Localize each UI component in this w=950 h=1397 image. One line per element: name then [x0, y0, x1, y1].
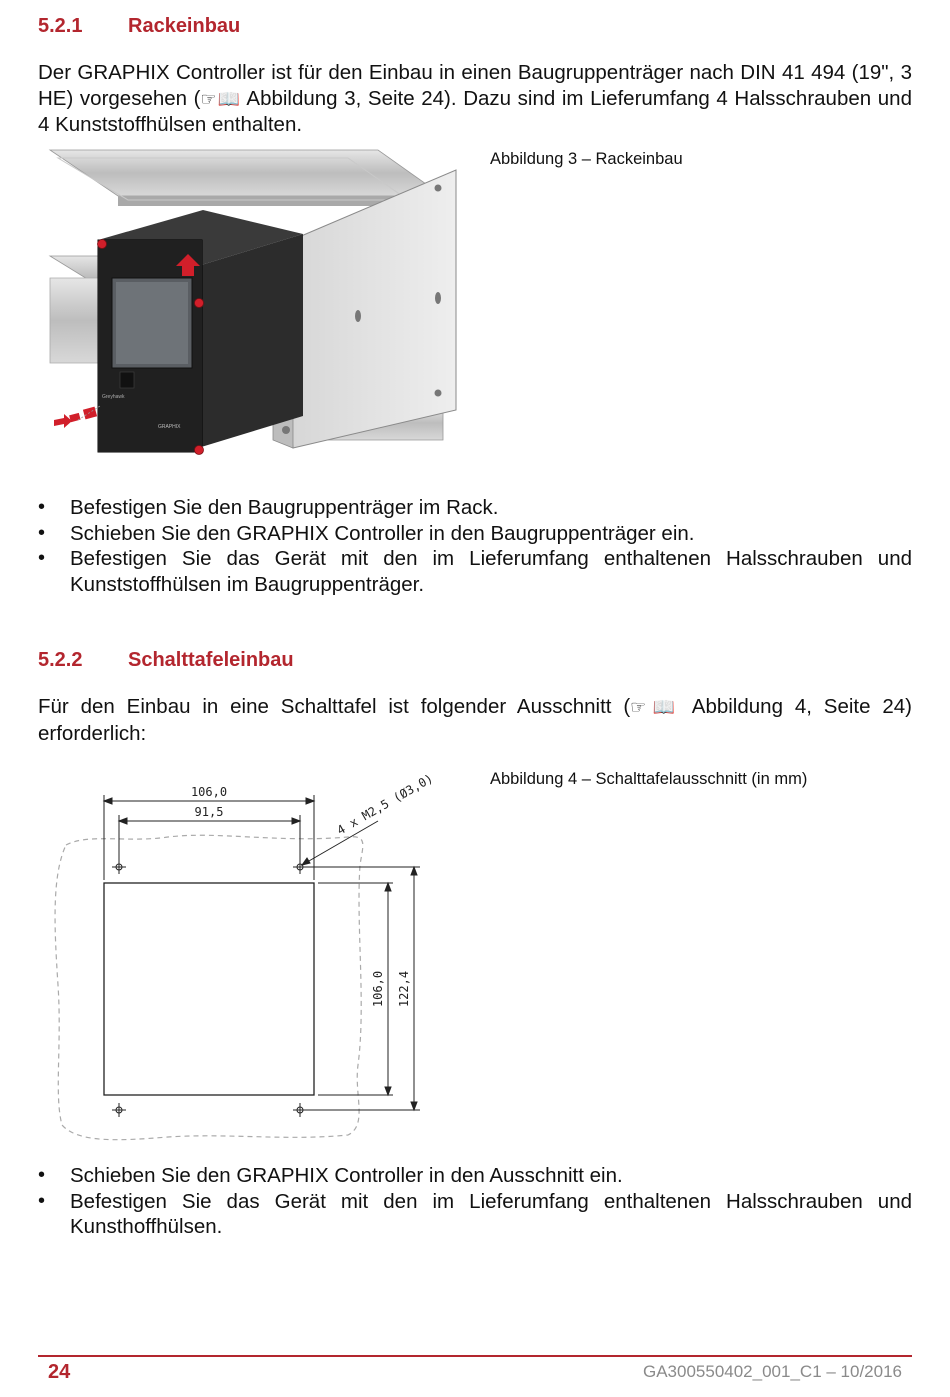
figure-4-caption: Abbildung 4 – Schalttafelausschnitt (in mm): [490, 770, 808, 788]
list-item: • Schieben Sie den GRAPHIX Controller in den Baugruppenträger ein.: [38, 521, 912, 547]
brand-label: Greyhawk: [102, 394, 125, 400]
list-item: • Befestigen Sie den Baugruppenträger im Rack.: [38, 495, 912, 521]
figure-reference-link[interactable]: Abbildung 3, Seite 24). Dazu sind im Lieferumfang 4 Halsschrauben und 4 Kunststoffhülsen enthalten.: [38, 86, 912, 136]
panel-cutout-drawing: [48, 765, 448, 1145]
figure-4-cutout-drawing: [48, 765, 448, 1145]
section-number: 5.2.2: [38, 649, 83, 671]
section-heading-5-2-2: [38, 648, 638, 672]
dimension-height-cutout: 106,0: [371, 970, 385, 1008]
dimension-width-outer: 106,0: [190, 785, 228, 799]
pointing-hand-icon: ☞: [200, 88, 217, 110]
page-number: 24: [48, 1361, 71, 1383]
dimension-height-holes: 122,4: [397, 970, 411, 1008]
section-title: Rackeinbau: [128, 15, 241, 37]
intro-paragraph-rack: Der GRAPHIX Controller ist für den Einbau in einen Baugruppenträger nach DIN 41 494 (19", 3 HE) vorgesehen (☞📖 Abbildung 3, Seite 24). Dazu sind im Lieferumfang 4 Halsschrauben und 4 Kunststoffhülsen enthalten.: [38, 61, 912, 136]
pointing-hand-icon: ☞: [630, 697, 647, 718]
intro-paragraph-panel: Für den Einbau in eine Schalttafel ist folgender Ausschnitt (☞📖 Abbildung 4, Seite 24) erforderlich:: [38, 695, 912, 745]
list-item: • Befestigen Sie das Gerät mit den im Lieferumfang enthaltenen Halsschrauben und Kunststoffhülsen im Baugruppenträger.: [38, 546, 912, 597]
section-heading-5-2-1: [38, 14, 638, 38]
product-label: GRAPHIX: [158, 424, 181, 430]
footer-divider: [38, 1355, 912, 1357]
figure-3-caption: Abbildung 3 – Rackeinbau: [490, 150, 683, 168]
book-icon: 📖: [646, 697, 682, 718]
book-icon: 📖: [216, 88, 241, 110]
document-id: GA300550402_001_C1 – 10/2016: [642, 1362, 902, 1381]
panel-steps-list: [38, 1163, 912, 1240]
rack-drawing: [48, 148, 462, 466]
list-item: • Befestigen Sie das Gerät mit den im Lieferumfang enthaltenen Halsschrauben und Kunsthoffhülsen.: [38, 1189, 912, 1240]
rack-steps-list: [38, 495, 912, 597]
holes-spec-label: 4 x M2,5 (Ø3,0): [334, 771, 436, 838]
section-number: 5.2.1: [38, 15, 83, 37]
figure-reference-link[interactable]: Abbildung 4, Seite 24) erforderlich:: [38, 695, 912, 745]
figure-3-rack-illustration: [48, 148, 462, 466]
section-title: Schalttafeleinbau: [128, 649, 294, 671]
dimension-width-holes: 91,5: [194, 805, 224, 819]
list-item: • Schieben Sie den GRAPHIX Controller in den Ausschnitt ein.: [38, 1163, 912, 1189]
